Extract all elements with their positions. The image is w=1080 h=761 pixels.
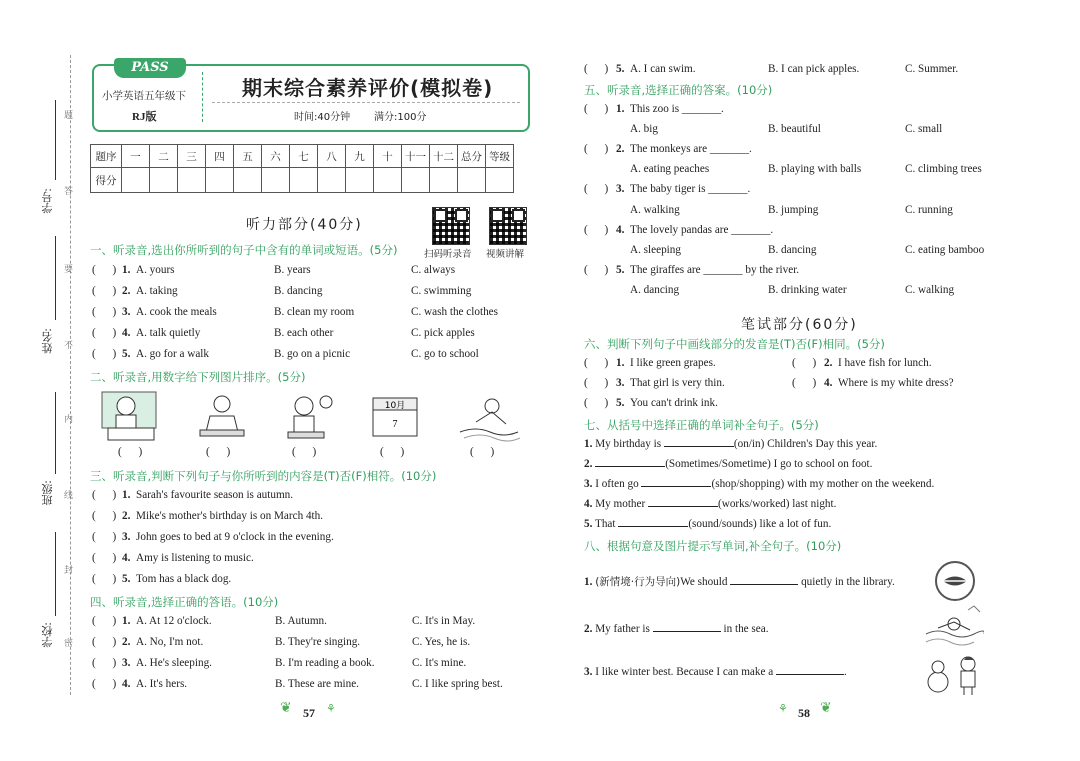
option-b: B. each other	[274, 327, 334, 339]
pass-logo: PASS	[114, 58, 186, 78]
option-b: B. These are mine.	[275, 678, 359, 690]
option-b: B. dancing	[274, 285, 323, 297]
table-cell: 十二	[430, 145, 458, 168]
section-7-title: 七、从括号中选择正确的单词补全句子。(5分)	[584, 418, 819, 432]
qr-code-audio[interactable]	[432, 207, 470, 245]
leaf-icon: ❦	[820, 701, 832, 716]
margin-char: 要	[64, 265, 74, 275]
answer-blank[interactable]: ( )	[584, 357, 609, 369]
option-a: A. big	[630, 123, 658, 135]
answer-blank[interactable]	[664, 446, 734, 447]
sentence-end: Children's Day this year.	[767, 438, 878, 450]
option-b: B. I can pick apples.	[768, 63, 860, 75]
question-tag: (新情境·行为导向)	[595, 576, 681, 588]
option-c: C. small	[905, 123, 943, 135]
score-cell[interactable]	[374, 168, 402, 193]
name-field[interactable]	[55, 236, 56, 320]
question-number: 1.	[584, 438, 593, 450]
table-cell: 六	[262, 145, 290, 168]
option-a: A. go for a walk	[136, 348, 210, 360]
statement: Amy is listening to music.	[136, 552, 254, 564]
option-b: B. I'm reading a book.	[275, 657, 375, 669]
answer-blank[interactable]: ( )	[584, 183, 609, 195]
question-number: 4.	[584, 498, 593, 510]
score-cell[interactable]	[402, 168, 430, 193]
swimming-picture	[456, 392, 520, 442]
option-b: B. go on a picnic	[274, 348, 351, 360]
score-cell[interactable]	[206, 168, 234, 193]
question-number: 3.	[584, 666, 593, 678]
score-cell[interactable]	[290, 168, 318, 193]
option-a: A. dancing	[630, 284, 680, 296]
fill-in-row	[584, 666, 847, 678]
option-b: B. years	[274, 264, 311, 276]
answer-blank[interactable]	[641, 486, 711, 487]
option-a: A. No, I'm not.	[136, 636, 204, 648]
table-cell: 五	[234, 145, 262, 168]
score-table	[90, 144, 514, 193]
sentence-start: My father is	[595, 623, 650, 635]
section-8-title: 八、根据句意及图片提示写单词,补全句子。(10分)	[584, 539, 842, 553]
option-b: B. Autumn.	[275, 615, 327, 627]
question-number: 2.	[122, 636, 131, 648]
option-a: A. walking	[630, 204, 680, 216]
writing-title: 笔试部分(60分)	[741, 317, 858, 333]
qr-code-video[interactable]	[489, 207, 527, 245]
option-c: C. always	[411, 264, 456, 276]
edition-label: RJ版	[132, 111, 157, 123]
margin-char: 内	[64, 415, 74, 425]
answer-blank[interactable]: ( )	[92, 573, 117, 585]
qr-video-caption: 视频讲解	[486, 249, 525, 260]
word-options: (shop/shopping)	[711, 478, 785, 490]
question-number: 1.	[584, 576, 593, 588]
full-score: 满分:100分	[374, 112, 427, 123]
score-cell[interactable]	[262, 168, 290, 193]
exam-title: 期末综合素养评价(模拟卷)	[242, 76, 494, 100]
question-number: 5.	[616, 397, 625, 409]
question-number: 1.	[122, 264, 131, 276]
question-number: 5.	[616, 264, 625, 276]
table-cell: 十一	[402, 145, 430, 168]
question-number: 3.	[616, 377, 625, 389]
option-c: C. Yes, he is.	[412, 636, 471, 648]
class-label: 班级:	[41, 480, 54, 506]
score-header-row	[91, 145, 514, 168]
fill-in-row	[584, 498, 836, 510]
question-number: 3.	[122, 657, 131, 669]
sentence-end: quietly in the library.	[801, 576, 895, 588]
listening-title: 听力部分(40分)	[246, 217, 363, 233]
calendar-day: 7	[392, 419, 398, 430]
question-number: 4.	[122, 327, 131, 339]
question-text: The lovely pandas are _______.	[630, 224, 774, 236]
question-number: 4.	[824, 377, 833, 389]
question-number: 1.	[616, 103, 625, 115]
statement: That girl is very thin.	[630, 377, 725, 389]
question-number: 2.	[584, 623, 593, 635]
answer-blank[interactable]: ( )	[380, 446, 405, 458]
score-cell[interactable]	[486, 168, 514, 193]
answer-blank[interactable]: ( )	[92, 636, 117, 648]
sentence-start: I often go	[595, 478, 639, 490]
statement: I have fish for lunch.	[838, 357, 932, 369]
option-b: B. drinking water	[768, 284, 847, 296]
leaf-icon: ⚘	[778, 703, 788, 715]
exam-header	[92, 60, 530, 132]
score-cell[interactable]	[458, 168, 486, 193]
score-cell[interactable]	[234, 168, 262, 193]
score-cell[interactable]	[318, 168, 346, 193]
margin-char: 线	[64, 491, 74, 501]
section-2-title: 二、听录音,用数字给下列图片排序。(5分)	[90, 370, 306, 384]
option-c: C. eating bamboo	[905, 244, 985, 256]
table-cell: 八	[318, 145, 346, 168]
question-text: The giraffes are _______ by the river.	[630, 264, 800, 276]
question-number: 2.	[122, 510, 131, 522]
answer-blank[interactable]: ( )	[584, 264, 609, 276]
fill-in-row	[584, 518, 831, 530]
answer-blank[interactable]	[730, 584, 798, 585]
fill-in-row	[584, 574, 895, 589]
answer-blank[interactable]: ( )	[92, 348, 117, 360]
fill-in-row	[584, 438, 877, 450]
name-label: 姓名:	[41, 328, 54, 354]
answer-blank[interactable]: ( )	[92, 615, 117, 627]
answer-blank[interactable]	[618, 526, 688, 527]
sentence-end: I go to school on foot.	[773, 458, 873, 470]
option-b: B. dancing	[768, 244, 817, 256]
answer-blank[interactable]: ( )	[92, 510, 117, 522]
section-1-title: 一、听录音,选出你所听到的句子中含有的单词或短语。(5分)	[90, 243, 398, 257]
statement: Mike's mother's birthday is on March 4th.	[136, 510, 324, 522]
table-cell: 四	[206, 145, 234, 168]
section-5-title: 五、听录音,选择正确的答案。(10分)	[584, 83, 773, 97]
sentence-start: I like winter best. Because I can make a	[595, 666, 774, 678]
option-c: C. go to school	[411, 348, 479, 360]
answer-blank[interactable]: ( )	[92, 327, 117, 339]
header-subdivider	[212, 102, 520, 103]
student-id-label: 学号:	[41, 188, 54, 214]
margin-char: 答	[64, 187, 74, 197]
answer-blank[interactable]: ( )	[792, 377, 817, 389]
option-c: C. It's in May.	[412, 615, 476, 627]
sentence-start: My birthday is	[595, 438, 662, 450]
question-number: 2.	[824, 357, 833, 369]
question-number: 4.	[616, 224, 625, 236]
question-number: 5.	[122, 573, 131, 585]
answer-blank[interactable]: ( )	[584, 224, 609, 236]
option-a: A. sleeping	[630, 244, 681, 256]
qr-audio-caption: 扫码听录音	[424, 249, 472, 260]
girl-reading-picture	[196, 392, 248, 442]
option-b: B. They're singing.	[275, 636, 361, 648]
question-number: 5.	[616, 63, 625, 75]
answer-blank[interactable]: ( )	[92, 657, 117, 669]
option-a: A. It's hers.	[136, 678, 188, 690]
grade-label: 小学英语五年级下	[102, 90, 186, 102]
answer-blank[interactable]: ( )	[792, 357, 817, 369]
statement: Sarah's favourite season is autumn.	[136, 489, 294, 501]
sentence-start: That	[595, 518, 616, 530]
calendar-month: 10月	[384, 401, 406, 411]
fill-in-row	[584, 623, 769, 635]
question-number: 1.	[122, 489, 131, 501]
question-number: 3.	[584, 478, 593, 490]
section-3-title: 三、听录音,判断下列句子与你所听到的内容是(T)否(F)相符。(10分)	[90, 469, 437, 483]
sentence-end: with my mother on the weekend.	[787, 478, 935, 490]
question-number: 4.	[122, 678, 131, 690]
statement: I like green grapes.	[630, 357, 716, 369]
answer-blank[interactable]: ( )	[584, 103, 609, 115]
table-cell: 二	[150, 145, 178, 168]
option-a: A. At 12 o'clock.	[136, 615, 212, 627]
option-a: A. I can swim.	[630, 63, 696, 75]
swimming-father-picture	[924, 604, 984, 648]
student-id-field[interactable]	[55, 100, 56, 180]
option-b: B. clean my room	[274, 306, 355, 318]
question-number: 1.	[616, 357, 625, 369]
score-cell[interactable]	[178, 168, 206, 193]
table-cell: 题序	[91, 145, 122, 168]
sentence-end: in the sea.	[723, 623, 769, 635]
sentence-end: like a lot of fun.	[759, 518, 832, 530]
answer-blank[interactable]: ( )	[92, 306, 117, 318]
quiet-lips-picture	[934, 560, 976, 602]
option-a: A. eating peaches	[630, 163, 710, 175]
school-label: 学校:	[41, 622, 54, 648]
question-number: 4.	[122, 552, 131, 564]
question-text: This zoo is _______.	[630, 103, 724, 115]
answer-blank[interactable]: ( )	[92, 552, 117, 564]
word-options: (Sometimes/Sometime)	[665, 458, 771, 470]
sentence-start: We should	[680, 576, 728, 588]
question-text: The baby tiger is _______.	[630, 183, 751, 195]
option-a: A. yours	[136, 264, 175, 276]
option-c: C. climbing trees	[905, 163, 982, 175]
option-c: C. It's mine.	[412, 657, 467, 669]
answer-blank[interactable]: ( )	[118, 446, 143, 458]
score-value-row	[91, 168, 514, 193]
answer-blank[interactable]	[653, 631, 721, 632]
statement: John goes to bed at 9 o'clock in the evening.	[136, 531, 334, 543]
option-b: B. beautiful	[768, 123, 821, 135]
section-6-title: 六、判断下列句子中画线部分的发音是(T)否(F)相同。(5分)	[584, 337, 885, 351]
option-c: C. pick apples	[411, 327, 475, 339]
table-cell: 一	[122, 145, 150, 168]
time-limit: 时间:40分钟	[294, 112, 351, 123]
word-options: (works/worked)	[718, 498, 790, 510]
margin-char: 不	[64, 341, 74, 351]
answer-blank[interactable]: ( )	[470, 446, 495, 458]
option-a: A. talk quietly	[136, 327, 201, 339]
option-c: C. Summer.	[905, 63, 959, 75]
answer-blank[interactable]: ( )	[292, 446, 317, 458]
question-number: 5.	[122, 348, 131, 360]
question-number: 3.	[122, 306, 131, 318]
option-c: C. running	[905, 204, 953, 216]
class-field[interactable]	[55, 392, 56, 474]
answer-blank[interactable]: ( )	[584, 397, 609, 409]
option-a: A. taking	[136, 285, 178, 297]
answer-blank[interactable]: ( )	[92, 264, 117, 276]
answer-blank[interactable]	[776, 674, 844, 675]
sentence-end: last night.	[792, 498, 837, 510]
table-cell: 得分	[91, 168, 122, 193]
calendar-picture	[370, 394, 420, 440]
table-cell: 十	[374, 145, 402, 168]
answer-blank[interactable]: ( )	[584, 143, 609, 155]
margin-char: 封	[64, 566, 74, 576]
word-options: (on/in)	[733, 438, 765, 450]
answer-blank[interactable]: ( )	[206, 446, 231, 458]
option-b: B. playing with balls	[768, 163, 862, 175]
school-field[interactable]	[55, 532, 56, 616]
option-b: B. jumping	[768, 204, 819, 216]
answer-blank[interactable]	[595, 466, 665, 467]
question-number: 5.	[584, 518, 593, 530]
question-number: 2.	[122, 285, 131, 297]
table-cell: 等级	[486, 145, 514, 168]
question-number: 2.	[584, 458, 593, 470]
score-cell[interactable]	[122, 168, 150, 193]
table-cell: 三	[178, 145, 206, 168]
snowman-picture	[924, 652, 984, 696]
margin-char: 密	[64, 639, 74, 649]
question-text: The monkeys are _______.	[630, 143, 752, 155]
option-c: C. I like spring best.	[412, 678, 503, 690]
sentence-end: .	[843, 666, 847, 678]
leaf-icon: ⚘	[326, 703, 336, 715]
answer-blank[interactable]: ( )	[92, 489, 117, 501]
fill-in-row	[584, 478, 934, 490]
answer-blank[interactable]: ( )	[92, 678, 117, 690]
answer-blank[interactable]: ( )	[92, 531, 117, 543]
answer-blank[interactable]	[648, 506, 718, 507]
question-number: 2.	[616, 143, 625, 155]
statement: You can't drink ink.	[630, 397, 718, 409]
binding-line	[70, 55, 71, 695]
option-a: A. cook the meals	[136, 306, 217, 318]
question-number: 3.	[616, 183, 625, 195]
statement: Tom has a black dog.	[136, 573, 232, 585]
teacher-picture	[100, 388, 160, 442]
girl-with-clock-picture	[282, 392, 338, 442]
option-c: C. walking	[905, 284, 955, 296]
leaf-icon: ❦	[280, 701, 292, 716]
option-c: C. swimming	[411, 285, 472, 297]
word-options: (sound/sounds)	[688, 518, 757, 530]
page-number-right: 58	[798, 706, 810, 720]
table-cell: 七	[290, 145, 318, 168]
score-cell[interactable]	[430, 168, 458, 193]
option-c: C. wash the clothes	[411, 306, 498, 318]
score-cell[interactable]	[150, 168, 178, 193]
header-divider	[202, 72, 203, 122]
question-number: 1.	[122, 615, 131, 627]
margin-char: 题	[64, 111, 74, 121]
page-number-left: 57	[303, 706, 315, 720]
option-a: A. He's sleeping.	[136, 657, 212, 669]
answer-blank[interactable]: ( )	[584, 377, 609, 389]
sentence-start: My mother	[595, 498, 646, 510]
answer-blank[interactable]: ( )	[92, 285, 117, 297]
section-4-title: 四、听录音,选择正确的答语。(10分)	[90, 595, 279, 609]
question-number: 3.	[122, 531, 131, 543]
table-cell: 总分	[458, 145, 486, 168]
fill-in-row	[584, 458, 872, 470]
statement: Where is my white dress?	[838, 377, 954, 389]
table-cell: 九	[346, 145, 374, 168]
score-cell[interactable]	[346, 168, 374, 193]
answer-blank[interactable]: ( )	[584, 63, 609, 75]
